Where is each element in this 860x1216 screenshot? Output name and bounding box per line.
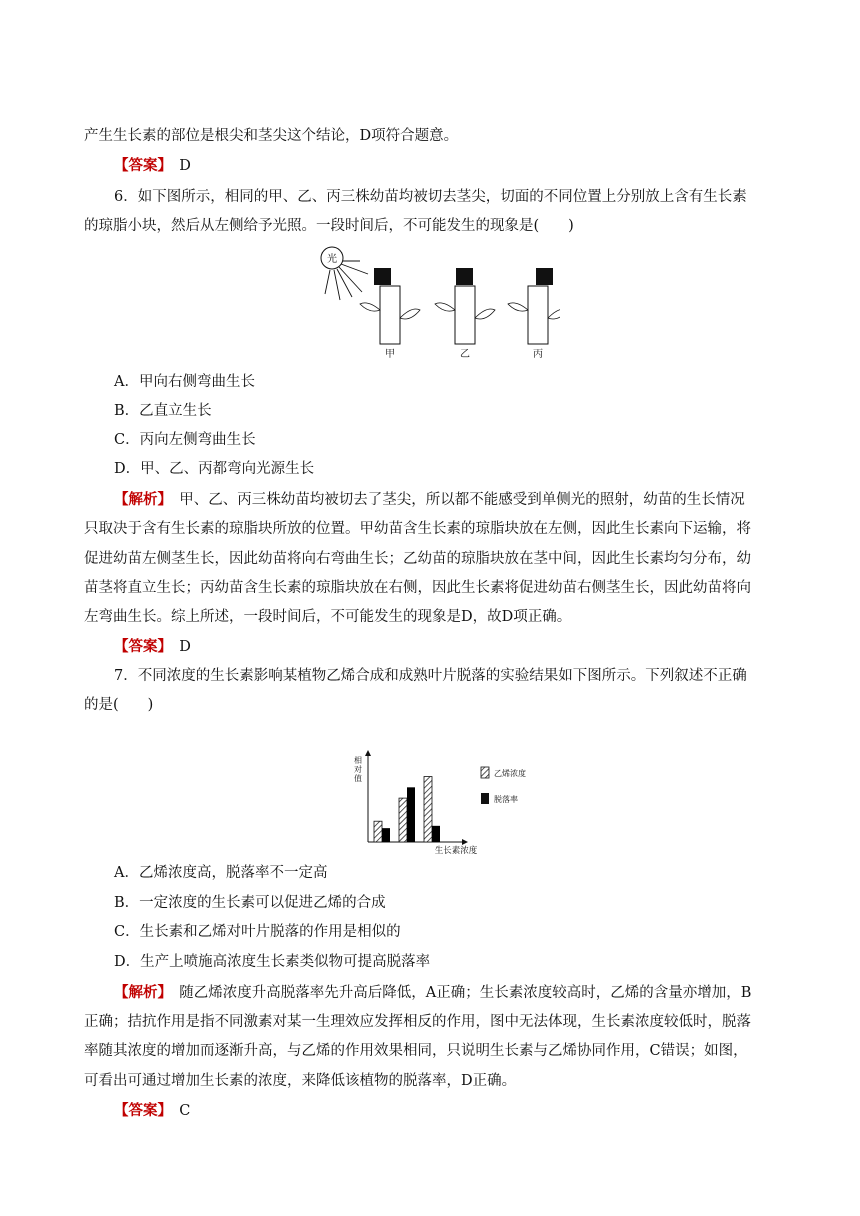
- bar-abscission: [382, 828, 390, 842]
- explanation-text: 随乙烯浓度升高脱落率先升高后降低，A正确；生长素浓度较高时，乙烯的含量亦增加，B: [164, 985, 752, 1001]
- seedling-label: 甲: [385, 349, 395, 360]
- question-6-line: 6．如下图所示，相同的甲、乙、丙三株幼苗均被切去茎尖，切面的不同位置上分别放上含有生长素: [114, 189, 747, 205]
- bar-ethylene: [399, 798, 407, 842]
- legend-label: 脱落率: [494, 795, 518, 804]
- option-B: B．乙直立生长: [114, 403, 212, 419]
- light-label: 光: [327, 254, 337, 265]
- text-line: 产生生长素的部位是根尖和茎尖这个结论，D项符合题意。: [84, 128, 459, 144]
- x-axis-label: 生长素浓度: [434, 846, 478, 855]
- seedling-figure: [310, 244, 560, 364]
- seedling-jia: [360, 268, 420, 360]
- option-A: A．甲向右侧弯曲生长: [114, 374, 255, 390]
- explanation-line: [114, 983, 751, 1003]
- explanation-line: 左弯曲生长。综上所述，一段时间后，不可能发生的现象是D，故D项正确。: [84, 609, 572, 625]
- seedling-label: 乙: [460, 349, 470, 360]
- answer-line: [114, 637, 191, 657]
- ethylene-chart: [348, 745, 528, 855]
- bar-abscission: [407, 787, 415, 842]
- answer-tag: 【答案】: [114, 157, 165, 174]
- explanation-line: 苗茎将直立生长；丙幼苗含生长素的琼脂块放在右侧，因此生长素将促进幼苗右侧茎生长，因此幼苗将向: [84, 580, 751, 596]
- y-axis-label: 相对值: [354, 756, 362, 783]
- seedling-bing: [508, 268, 560, 360]
- legend-label: 乙烯浓度: [494, 769, 526, 778]
- legend: [481, 767, 526, 804]
- explanation-line: 率随其浓度的增加而逐渐升高，与乙烯的作用效果相同，只说明生长素与乙烯协同作用，C错误；如图，: [84, 1043, 748, 1059]
- option-D: D．甲、乙、丙都弯向光源生长: [114, 461, 315, 477]
- answer-tag: 【答案】: [114, 638, 165, 655]
- question-7-line: 的是( ): [84, 697, 154, 713]
- explanation-line: [114, 490, 745, 510]
- answer-value: D: [179, 639, 191, 655]
- option-B: B．一定浓度的生长素可以促进乙烯的合成: [114, 895, 386, 911]
- explanation-line: 可看出可通过增加生长素的浓度，来降低该植物的脱落率，D正确。: [84, 1073, 517, 1089]
- bar-ethylene: [374, 821, 382, 842]
- explanation-text: 甲、乙、丙三株幼苗均被切去了茎尖，所以都不能感受到单侧光的照射，幼苗的生长情况: [164, 492, 745, 508]
- answer-line: [114, 156, 191, 176]
- bar-ethylene: [424, 777, 432, 842]
- y-axis-arrow: [365, 750, 371, 756]
- question-6-line: 的琼脂小块，然后从左侧给予光照。一段时间后，不可能发生的现象是( ): [84, 218, 574, 234]
- seedling-label: 丙: [533, 349, 543, 360]
- answer-value: C: [179, 1103, 191, 1119]
- option-D: D．生产上喷施高浓度生长素类似物可提高脱落率: [114, 954, 431, 970]
- explanation-tag: 【解析】: [114, 491, 165, 508]
- explanation-line: 只取决于含有生长素的琼脂块所放的位置。甲幼苗含生长素的琼脂块放在左侧，因此生长素向下运输，将: [84, 521, 751, 537]
- seedling-yi: [435, 268, 495, 360]
- explanation-tag: 【解析】: [114, 984, 165, 1001]
- option-C: C．生长素和乙烯对叶片脱落的作用是相似的: [114, 924, 401, 940]
- explanation-line: 正确；拮抗作用是指不同激素对某一生理效应发挥相反的作用，图中无法体现，生长素浓度较低时，脱落: [84, 1014, 751, 1030]
- option-C: C．丙向左侧弯曲生长: [114, 432, 256, 448]
- x-axis-arrow: [462, 839, 468, 845]
- answer-line: [114, 1101, 190, 1121]
- answer-tag: 【答案】: [114, 1102, 165, 1119]
- legend-swatch-abscission: [481, 793, 489, 804]
- answer-value: D: [179, 158, 191, 174]
- question-7-line: 7．不同浓度的生长素影响某植物乙烯合成和成熟叶片脱落的实验结果如下图所示。下列叙述不正确: [114, 668, 747, 684]
- option-A: A．乙烯浓度高，脱落率不一定高: [114, 865, 328, 881]
- bar-abscission: [432, 826, 440, 842]
- light-source: [321, 247, 368, 300]
- explanation-line: 促进幼苗左侧茎生长，因此幼苗将向右弯曲生长；乙幼苗的琼脂块放在茎中间，因此生长素均匀分布，幼: [84, 551, 751, 567]
- legend-swatch-ethylene: [481, 767, 489, 778]
